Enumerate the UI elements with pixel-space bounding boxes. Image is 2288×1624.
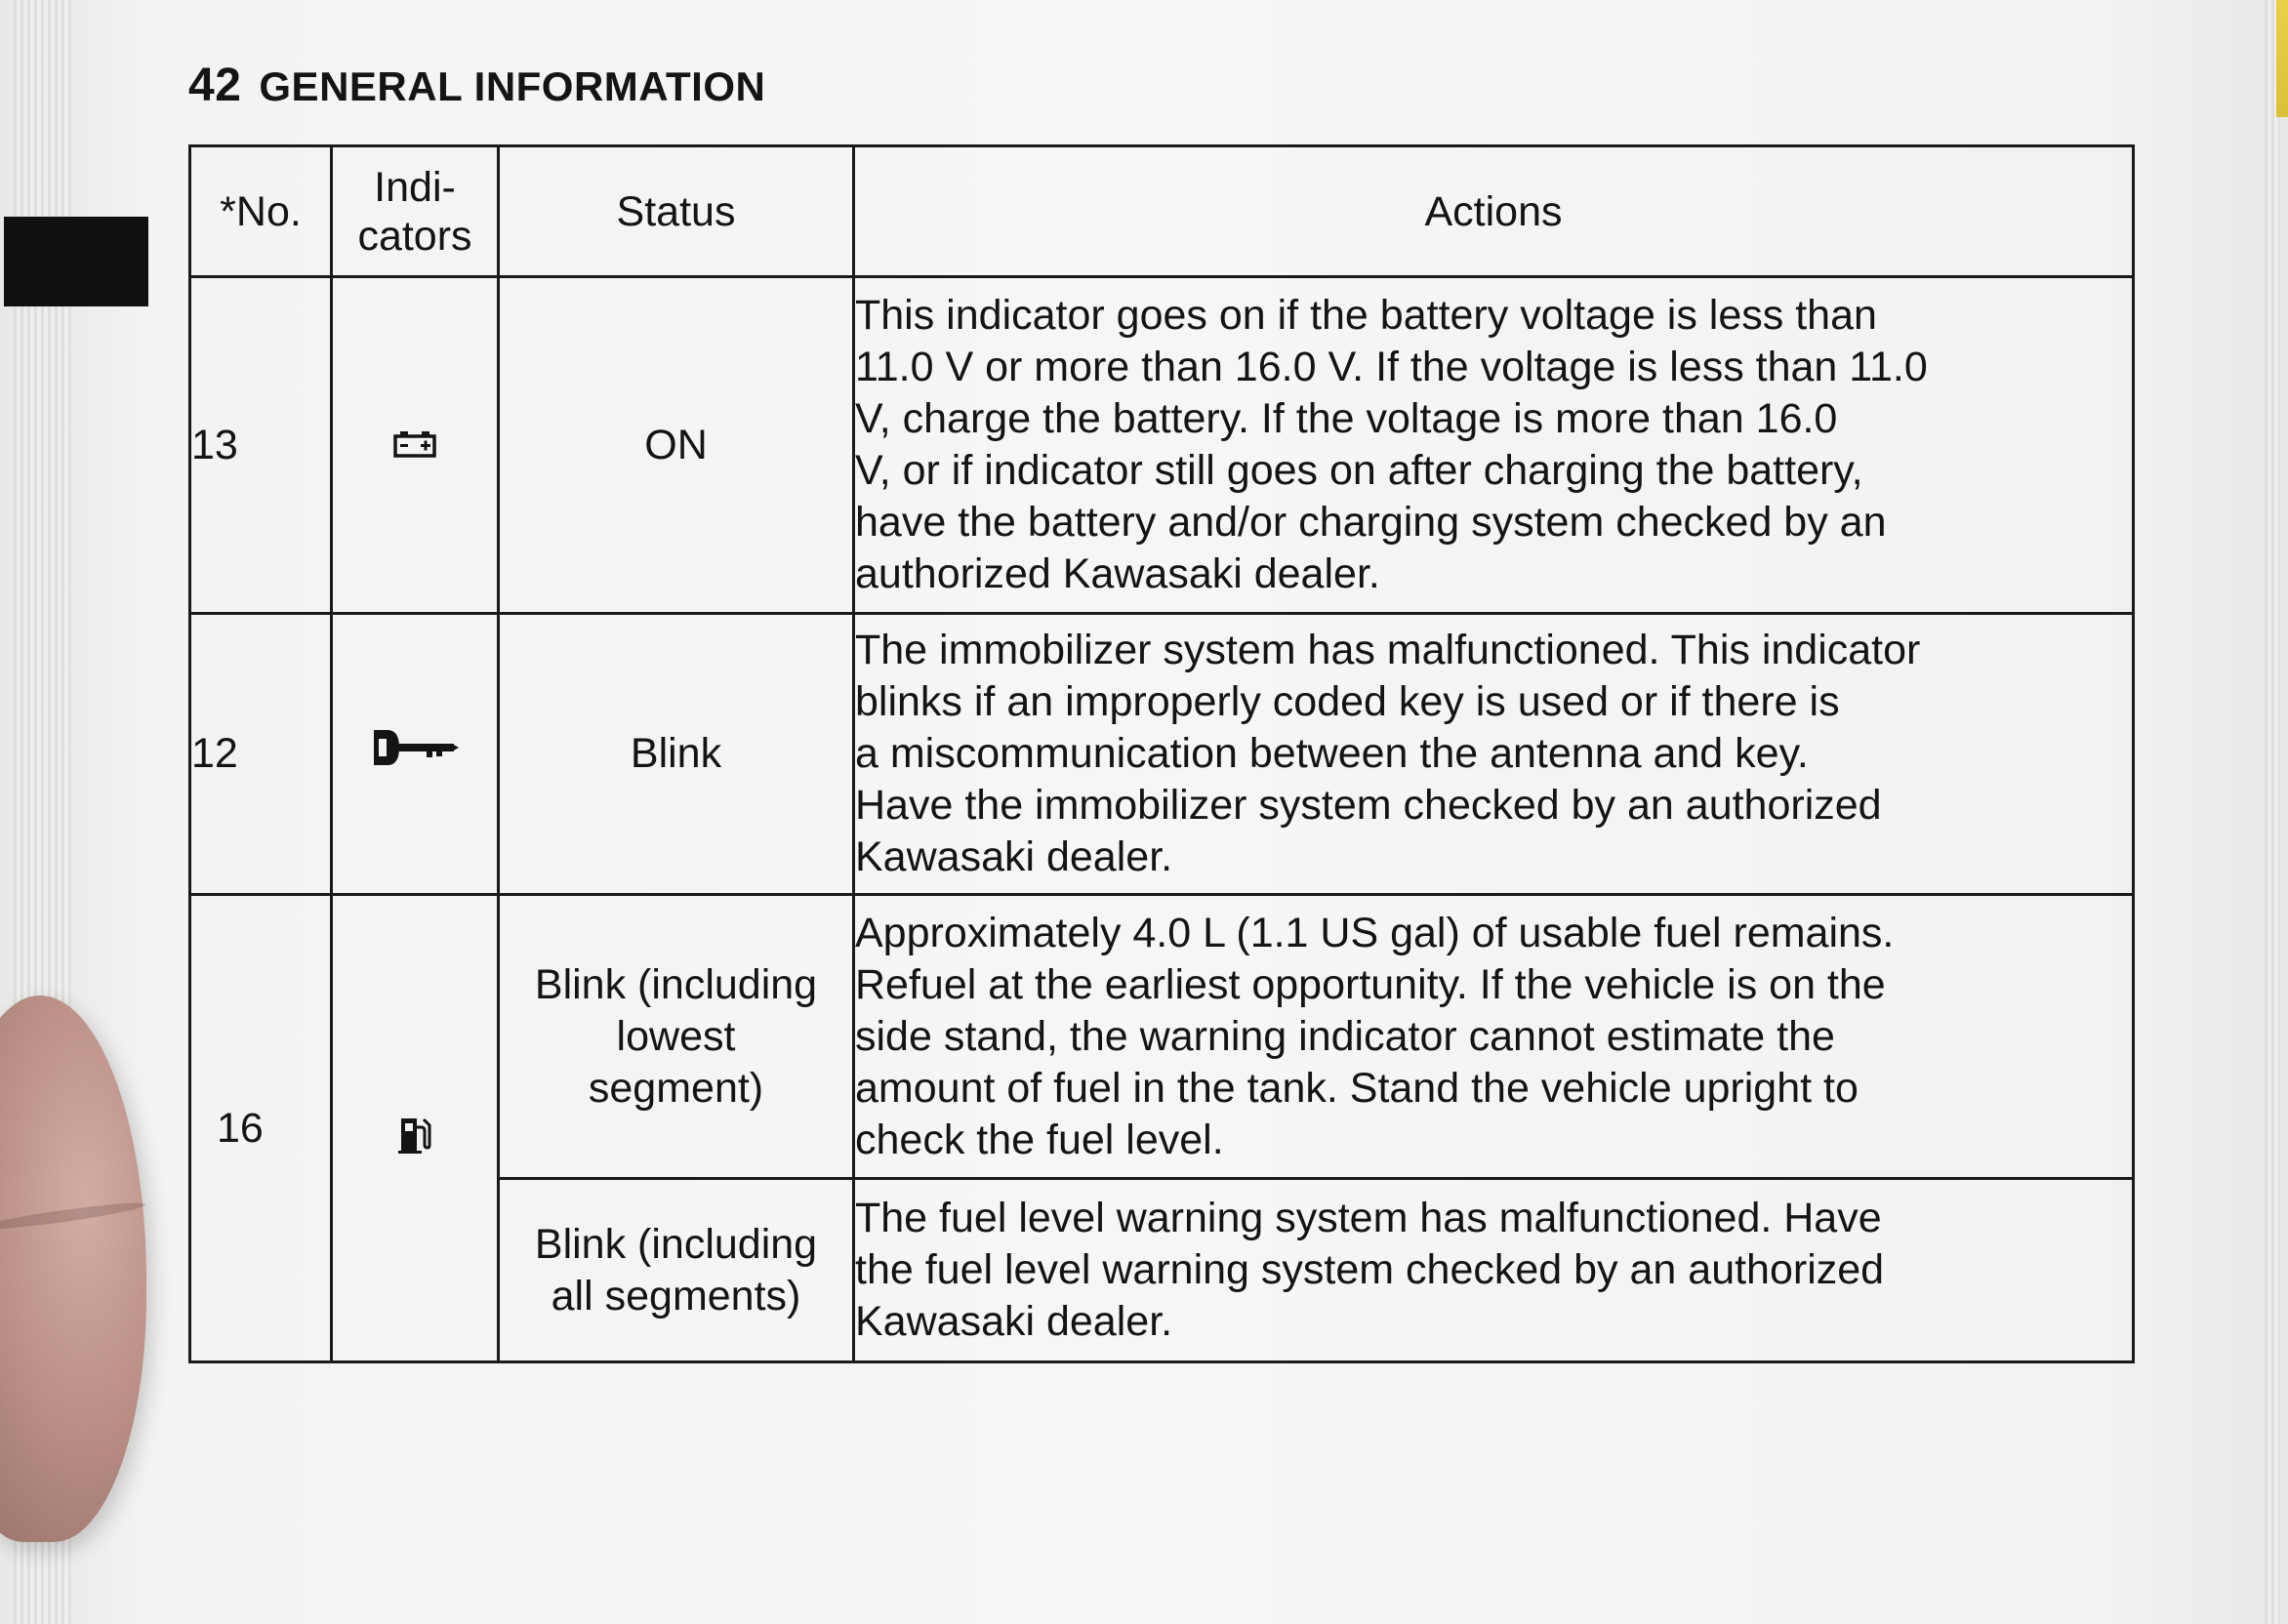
- battery-icon: [392, 422, 437, 468]
- column-header-indicators-line1: Indi-: [374, 163, 456, 211]
- actions-line: The fuel level warning system has malfunctioned. Have: [855, 1195, 1882, 1241]
- status-line: Blink (including: [534, 960, 818, 1008]
- actions-line: the fuel level warning system checked by an authorized: [855, 1246, 1885, 1293]
- actions-line: blinks if an improperly coded key is used or if there is: [855, 678, 1840, 725]
- actions-cell: [854, 1179, 2134, 1362]
- actions-cell: [854, 614, 2134, 895]
- indicator-cell: [332, 277, 499, 614]
- actions-line: V, charge the battery. If the voltage is more than 16.0: [855, 395, 1838, 442]
- page-number: 42: [188, 60, 242, 111]
- table-header-row: [190, 146, 2134, 277]
- column-header-no: *No.: [190, 146, 332, 277]
- row-number: 13: [190, 277, 332, 614]
- column-header-actions: Actions: [854, 146, 2134, 277]
- status-line: lowest: [616, 1012, 736, 1060]
- status-line: Blink (including: [534, 1220, 818, 1268]
- column-header-indicators: [332, 146, 499, 277]
- actions-line: side stand, the warning indicator cannot estimate the: [855, 1012, 1835, 1060]
- status-cell: [499, 1179, 854, 1362]
- actions-line: Have the immobilizer system checked by an authorized: [855, 782, 1882, 829]
- actions-line: This indicator goes on if the battery voltage is less than: [855, 292, 1877, 339]
- page-header: [188, 59, 765, 112]
- actions-line: Kawasaki dealer.: [855, 1298, 1173, 1345]
- actions-line: V, or if indicator still goes on after charging the battery,: [855, 447, 1863, 494]
- indicator-cell: [332, 614, 499, 895]
- section-thumb-tab: [4, 217, 148, 306]
- table-row: [190, 895, 2134, 1179]
- actions-cell: [854, 277, 2134, 614]
- actions-line: check the fuel level.: [855, 1116, 1224, 1163]
- actions-line: The immobilizer system has malfunctioned. This indicator: [855, 627, 1921, 673]
- status-cell: ON: [499, 277, 854, 614]
- status-cell: Blink: [499, 614, 854, 895]
- yellow-page-edge: [2276, 0, 2288, 117]
- fuel-pump-icon: [397, 1117, 432, 1164]
- table-row: [190, 277, 2134, 614]
- row-number: 12: [190, 614, 332, 895]
- actions-line: Approximately 4.0 L (1.1 US gal) of usable fuel remains.: [855, 909, 1895, 956]
- status-line: all segments): [551, 1272, 801, 1320]
- actions-line: 11.0 V or more than 16.0 V. If the voltage is less than 11.0: [855, 344, 1928, 390]
- actions-cell: [854, 895, 2134, 1179]
- status-cell: [499, 895, 854, 1179]
- immobilizer-key-icon: [370, 731, 460, 778]
- row-number-cell: [190, 895, 332, 1362]
- actions-line: authorized Kawasaki dealer.: [855, 550, 1380, 597]
- page-stack-edges-right: [2265, 0, 2280, 1624]
- actions-line: Refuel at the earliest opportunity. If the vehicle is on the: [855, 960, 1886, 1008]
- actions-line: Kawasaki dealer.: [855, 833, 1173, 880]
- warning-indicator-table: [188, 144, 2135, 1363]
- row-number: 16: [217, 1105, 264, 1152]
- table-row: [190, 614, 2134, 895]
- section-title: GENERAL INFORMATION: [259, 63, 766, 109]
- status-line: segment): [588, 1064, 764, 1112]
- column-header-indicators-line2: cators: [357, 212, 472, 260]
- actions-line: have the battery and/or charging system checked by an: [855, 499, 1887, 546]
- actions-line: amount of fuel in the tank. Stand the vehicle upright to: [855, 1064, 1859, 1112]
- actions-line: a miscommunication between the antenna and key.: [855, 730, 1809, 777]
- column-header-status: Status: [499, 146, 854, 277]
- indicator-cell: [332, 895, 499, 1362]
